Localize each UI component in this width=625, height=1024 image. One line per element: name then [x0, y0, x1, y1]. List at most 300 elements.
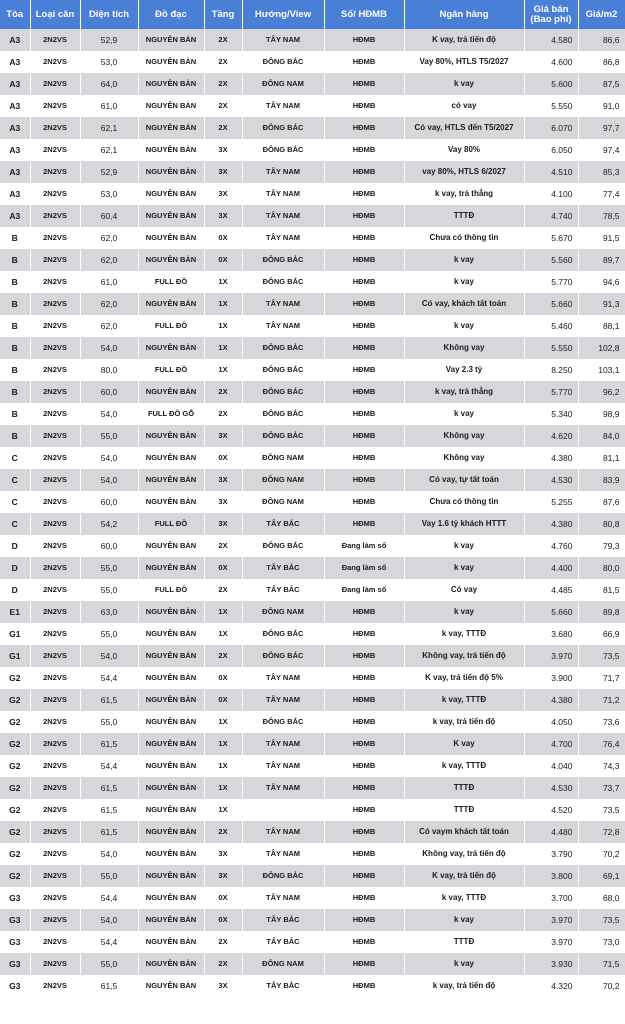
- cell-loai-can: 2N2VS: [30, 117, 80, 139]
- cell-gia-m2: 89,8: [578, 601, 625, 623]
- table-row: [0, 689, 625, 711]
- cell-so: HĐMB: [324, 711, 404, 733]
- cell-dien-tich: 60,0: [80, 491, 138, 513]
- cell-ngan-hang: TTTĐ: [404, 205, 524, 227]
- cell-gia-m2: 81,1: [578, 447, 625, 469]
- cell-toa: G2: [0, 711, 30, 733]
- cell-do-dac: NGUYÊN BẢN: [138, 557, 204, 579]
- cell-so: HĐMB: [324, 931, 404, 953]
- cell-gia-m2: 84,0: [578, 425, 625, 447]
- cell-so: HĐMB: [324, 95, 404, 117]
- cell-toa: A3: [0, 161, 30, 183]
- table-row: [0, 733, 625, 755]
- cell-ngan-hang: Có vaym khách tất toán: [404, 821, 524, 843]
- cell-gia-ban: 8.250: [524, 359, 578, 381]
- cell-toa: G2: [0, 689, 30, 711]
- cell-huong: ĐÔNG BẮC: [242, 535, 324, 557]
- cell-do-dac: NGUYÊN BẢN: [138, 843, 204, 865]
- table-row: [0, 205, 625, 227]
- cell-tang: 3X: [204, 975, 242, 997]
- cell-so: HĐMB: [324, 227, 404, 249]
- cell-do-dac: FULL ĐỒ: [138, 579, 204, 601]
- cell-gia-ban: 4.380: [524, 447, 578, 469]
- cell-do-dac: NGUYÊN BẢN: [138, 601, 204, 623]
- cell-dien-tich: 54,0: [80, 469, 138, 491]
- cell-so: HĐMB: [324, 381, 404, 403]
- table-row: [0, 843, 625, 865]
- cell-tang: 0X: [204, 909, 242, 931]
- cell-gia-ban: 5.560: [524, 249, 578, 271]
- cell-loai-can: 2N2VS: [30, 469, 80, 491]
- cell-gia-ban: 5.550: [524, 95, 578, 117]
- cell-dien-tich: 60,4: [80, 205, 138, 227]
- cell-do-dac: NGUYÊN BẢN: [138, 139, 204, 161]
- cell-gia-ban: 3.700: [524, 887, 578, 909]
- table-row: [0, 249, 625, 271]
- cell-gia-ban: 5.770: [524, 381, 578, 403]
- cell-loai-can: 2N2VS: [30, 931, 80, 953]
- cell-tang: 1X: [204, 337, 242, 359]
- cell-do-dac: NGUYÊN BẢN: [138, 865, 204, 887]
- cell-huong: ĐÔNG BẮC: [242, 645, 324, 667]
- cell-huong: ĐÔNG NAM: [242, 601, 324, 623]
- cell-dien-tich: 62,1: [80, 117, 138, 139]
- cell-gia-ban: 4.740: [524, 205, 578, 227]
- cell-huong: ĐÔNG BẮC: [242, 337, 324, 359]
- cell-gia-m2: 94,6: [578, 271, 625, 293]
- table-row: [0, 337, 625, 359]
- cell-huong: [242, 799, 324, 821]
- cell-so: HĐMB: [324, 249, 404, 271]
- cell-do-dac: NGUYÊN BẢN: [138, 799, 204, 821]
- cell-toa: B: [0, 381, 30, 403]
- cell-loai-can: 2N2VS: [30, 601, 80, 623]
- header-dien-tich: Diện tích: [80, 0, 138, 29]
- cell-huong: TÂY NAM: [242, 821, 324, 843]
- cell-dien-tich: 53,0: [80, 183, 138, 205]
- table-row: [0, 975, 625, 997]
- cell-gia-m2: 97,7: [578, 117, 625, 139]
- cell-loai-can: 2N2VS: [30, 359, 80, 381]
- cell-gia-ban: 5.255: [524, 491, 578, 513]
- cell-loai-can: 2N2VS: [30, 381, 80, 403]
- table-row: [0, 623, 625, 645]
- table-row: [0, 513, 625, 535]
- cell-do-dac: FULL ĐỒ: [138, 315, 204, 337]
- cell-do-dac: NGUYÊN BẢN: [138, 425, 204, 447]
- cell-do-dac: NGUYÊN BẢN: [138, 645, 204, 667]
- cell-toa: A3: [0, 205, 30, 227]
- cell-dien-tich: 80,0: [80, 359, 138, 381]
- cell-huong: ĐÔNG BẮC: [242, 51, 324, 73]
- cell-gia-ban: 4.530: [524, 777, 578, 799]
- table-row: [0, 491, 625, 513]
- cell-dien-tich: 60,0: [80, 381, 138, 403]
- cell-dien-tich: 61,5: [80, 821, 138, 843]
- cell-so: HĐMB: [324, 645, 404, 667]
- cell-gia-m2: 76,4: [578, 733, 625, 755]
- cell-toa: G2: [0, 733, 30, 755]
- cell-gia-m2: 71,2: [578, 689, 625, 711]
- cell-toa: G2: [0, 755, 30, 777]
- cell-dien-tich: 55,0: [80, 623, 138, 645]
- cell-toa: G3: [0, 931, 30, 953]
- cell-ngan-hang: k vay, trả tiến độ: [404, 975, 524, 997]
- cell-so: HĐMB: [324, 821, 404, 843]
- cell-gia-m2: 70,2: [578, 843, 625, 865]
- cell-toa: G1: [0, 645, 30, 667]
- cell-ngan-hang: K vay, trả tiến độ 5%: [404, 667, 524, 689]
- cell-ngan-hang: k vay, TTTĐ: [404, 887, 524, 909]
- cell-huong: TÂY NAM: [242, 755, 324, 777]
- cell-do-dac: NGUYÊN BẢN: [138, 161, 204, 183]
- cell-gia-ban: 5.770: [524, 271, 578, 293]
- table-row: [0, 755, 625, 777]
- cell-gia-ban: 5.460: [524, 315, 578, 337]
- cell-huong: TÂY NAM: [242, 887, 324, 909]
- cell-tang: 2X: [204, 953, 242, 975]
- cell-toa: B: [0, 337, 30, 359]
- cell-dien-tich: 53,0: [80, 51, 138, 73]
- cell-loai-can: 2N2VS: [30, 227, 80, 249]
- header-toa: Tòa: [0, 0, 30, 29]
- table-row: [0, 425, 625, 447]
- cell-huong: ĐÔNG BẮC: [242, 711, 324, 733]
- cell-do-dac: NGUYÊN BẢN: [138, 337, 204, 359]
- cell-so: HĐMB: [324, 865, 404, 887]
- cell-dien-tich: 62,0: [80, 249, 138, 271]
- cell-ngan-hang: k vay: [404, 249, 524, 271]
- cell-tang: 0X: [204, 227, 242, 249]
- cell-loai-can: 2N2VS: [30, 557, 80, 579]
- table-row: [0, 51, 625, 73]
- cell-do-dac: FULL ĐỒ: [138, 359, 204, 381]
- cell-loai-can: 2N2VS: [30, 799, 80, 821]
- cell-so: HĐMB: [324, 359, 404, 381]
- cell-toa: B: [0, 271, 30, 293]
- cell-toa: C: [0, 491, 30, 513]
- cell-toa: G2: [0, 799, 30, 821]
- cell-gia-m2: 98,9: [578, 403, 625, 425]
- cell-so: HĐMB: [324, 447, 404, 469]
- cell-do-dac: FULL ĐỒ GỖ: [138, 403, 204, 425]
- cell-ngan-hang: TTTĐ: [404, 931, 524, 953]
- cell-gia-m2: 80,0: [578, 557, 625, 579]
- cell-ngan-hang: Vay 2.3 tỷ: [404, 359, 524, 381]
- cell-do-dac: NGUYÊN BẢN: [138, 755, 204, 777]
- cell-so: HĐMB: [324, 623, 404, 645]
- cell-tang: 2X: [204, 645, 242, 667]
- cell-dien-tich: 61,0: [80, 271, 138, 293]
- cell-tang: 0X: [204, 689, 242, 711]
- cell-dien-tich: 52,9: [80, 29, 138, 51]
- cell-toa: G3: [0, 887, 30, 909]
- cell-gia-ban: 3.680: [524, 623, 578, 645]
- cell-gia-m2: 66,9: [578, 623, 625, 645]
- table-row: [0, 601, 625, 623]
- cell-dien-tich: 61,5: [80, 689, 138, 711]
- cell-do-dac: NGUYÊN BẢN: [138, 227, 204, 249]
- cell-dien-tich: 55,0: [80, 579, 138, 601]
- cell-toa: G2: [0, 777, 30, 799]
- cell-huong: TÂY NAM: [242, 227, 324, 249]
- cell-ngan-hang: có vay: [404, 95, 524, 117]
- table-row: [0, 469, 625, 491]
- cell-so: HĐMB: [324, 667, 404, 689]
- cell-do-dac: NGUYÊN BẢN: [138, 689, 204, 711]
- cell-loai-can: 2N2VS: [30, 73, 80, 95]
- cell-loai-can: 2N2VS: [30, 887, 80, 909]
- cell-ngan-hang: Có vay, khách tất toán: [404, 293, 524, 315]
- cell-so: HĐMB: [324, 73, 404, 95]
- table-row: [0, 403, 625, 425]
- cell-ngan-hang: K vay, trả tiến độ: [404, 865, 524, 887]
- cell-tang: 2X: [204, 931, 242, 953]
- cell-tang: 1X: [204, 359, 242, 381]
- cell-toa: D: [0, 557, 30, 579]
- cell-gia-m2: 102,8: [578, 337, 625, 359]
- cell-loai-can: 2N2VS: [30, 755, 80, 777]
- cell-dien-tich: 55,0: [80, 711, 138, 733]
- cell-huong: TÂY NAM: [242, 843, 324, 865]
- cell-tang: 1X: [204, 777, 242, 799]
- cell-tang: 3X: [204, 183, 242, 205]
- cell-huong: ĐÔNG BẮC: [242, 139, 324, 161]
- cell-huong: ĐÔNG BẮC: [242, 271, 324, 293]
- cell-dien-tich: 54,0: [80, 447, 138, 469]
- cell-toa: B: [0, 227, 30, 249]
- cell-toa: C: [0, 447, 30, 469]
- cell-ngan-hang: k vay: [404, 73, 524, 95]
- cell-tang: 3X: [204, 139, 242, 161]
- cell-gia-m2: 85,3: [578, 161, 625, 183]
- cell-gia-m2: 91,3: [578, 293, 625, 315]
- cell-loai-can: 2N2VS: [30, 975, 80, 997]
- cell-loai-can: 2N2VS: [30, 821, 80, 843]
- cell-huong: TÂY BẮC: [242, 513, 324, 535]
- cell-loai-can: 2N2VS: [30, 29, 80, 51]
- cell-tang: 1X: [204, 293, 242, 315]
- cell-tang: 2X: [204, 117, 242, 139]
- cell-gia-ban: 4.700: [524, 733, 578, 755]
- cell-loai-can: 2N2VS: [30, 535, 80, 557]
- cell-do-dac: NGUYÊN BẢN: [138, 51, 204, 73]
- cell-ngan-hang: k vay: [404, 953, 524, 975]
- table-row: [0, 227, 625, 249]
- cell-tang: 2X: [204, 95, 242, 117]
- cell-so: HĐMB: [324, 425, 404, 447]
- cell-loai-can: 2N2VS: [30, 51, 80, 73]
- cell-huong: TÂY BẮC: [242, 557, 324, 579]
- cell-so: HĐMB: [324, 601, 404, 623]
- cell-loai-can: 2N2VS: [30, 491, 80, 513]
- cell-gia-ban: 3.900: [524, 667, 578, 689]
- cell-loai-can: 2N2VS: [30, 337, 80, 359]
- cell-ngan-hang: Vay 80%: [404, 139, 524, 161]
- cell-dien-tich: 54,4: [80, 667, 138, 689]
- cell-dien-tich: 62,0: [80, 227, 138, 249]
- cell-ngan-hang: Có vay, HTLS đến T5/2027: [404, 117, 524, 139]
- cell-ngan-hang: k vay, trả tiến độ: [404, 711, 524, 733]
- cell-toa: G2: [0, 821, 30, 843]
- cell-gia-m2: 71,5: [578, 953, 625, 975]
- cell-so: HĐMB: [324, 799, 404, 821]
- cell-so: HĐMB: [324, 491, 404, 513]
- cell-loai-can: 2N2VS: [30, 205, 80, 227]
- cell-toa: A3: [0, 51, 30, 73]
- cell-ngan-hang: Không vay, trả tiến độ: [404, 843, 524, 865]
- cell-dien-tich: 54,0: [80, 909, 138, 931]
- cell-toa: G3: [0, 975, 30, 997]
- cell-huong: ĐÔNG NAM: [242, 469, 324, 491]
- table-row: [0, 447, 625, 469]
- cell-toa: A3: [0, 117, 30, 139]
- cell-huong: TÂY NAM: [242, 689, 324, 711]
- cell-so: HĐMB: [324, 909, 404, 931]
- cell-ngan-hang: Có vay, tự tất toán: [404, 469, 524, 491]
- cell-toa: A3: [0, 29, 30, 51]
- cell-so: HĐMB: [324, 689, 404, 711]
- cell-do-dac: NGUYÊN BẢN: [138, 95, 204, 117]
- cell-huong: TÂY NAM: [242, 667, 324, 689]
- table-row: [0, 953, 625, 975]
- table-row: [0, 711, 625, 733]
- cell-gia-m2: 73,5: [578, 909, 625, 931]
- table-row: [0, 909, 625, 931]
- cell-gia-m2: 74,3: [578, 755, 625, 777]
- cell-toa: C: [0, 513, 30, 535]
- cell-huong: TÂY NAM: [242, 315, 324, 337]
- cell-tang: 3X: [204, 491, 242, 513]
- cell-loai-can: 2N2VS: [30, 733, 80, 755]
- cell-huong: ĐÔNG BẮC: [242, 425, 324, 447]
- cell-toa: A3: [0, 139, 30, 161]
- cell-so: HĐMB: [324, 161, 404, 183]
- cell-so: HĐMB: [324, 469, 404, 491]
- cell-gia-m2: 77,4: [578, 183, 625, 205]
- cell-loai-can: 2N2VS: [30, 403, 80, 425]
- cell-gia-m2: 72,8: [578, 821, 625, 843]
- cell-huong: TÂY BẮC: [242, 909, 324, 931]
- cell-so: Đang làm sổ: [324, 557, 404, 579]
- cell-gia-m2: 86,6: [578, 29, 625, 51]
- cell-dien-tich: 62,0: [80, 293, 138, 315]
- cell-do-dac: NGUYÊN BẢN: [138, 733, 204, 755]
- table-row: [0, 821, 625, 843]
- cell-gia-m2: 78,5: [578, 205, 625, 227]
- cell-huong: TÂY NAM: [242, 161, 324, 183]
- cell-ngan-hang: k vay, trả thẳng: [404, 381, 524, 403]
- table-row: [0, 931, 625, 953]
- cell-do-dac: FULL ĐỒ: [138, 271, 204, 293]
- cell-dien-tich: 54,0: [80, 843, 138, 865]
- cell-gia-m2: 73,5: [578, 799, 625, 821]
- cell-dien-tich: 61,5: [80, 777, 138, 799]
- cell-toa: G2: [0, 865, 30, 887]
- cell-do-dac: NGUYÊN BẢN: [138, 909, 204, 931]
- cell-tang: 1X: [204, 315, 242, 337]
- cell-so: HĐMB: [324, 271, 404, 293]
- cell-dien-tich: 62,1: [80, 139, 138, 161]
- cell-do-dac: NGUYÊN BẢN: [138, 777, 204, 799]
- cell-do-dac: NGUYÊN BẢN: [138, 931, 204, 953]
- cell-gia-ban: 3.790: [524, 843, 578, 865]
- cell-do-dac: NGUYÊN BẢN: [138, 249, 204, 271]
- cell-do-dac: FULL ĐỒ: [138, 513, 204, 535]
- table-row: [0, 579, 625, 601]
- cell-loai-can: 2N2VS: [30, 249, 80, 271]
- cell-gia-ban: 4.600: [524, 51, 578, 73]
- table-row: [0, 117, 625, 139]
- cell-so: HĐMB: [324, 337, 404, 359]
- cell-tang: 2X: [204, 73, 242, 95]
- cell-loai-can: 2N2VS: [30, 865, 80, 887]
- cell-huong: TÂY NAM: [242, 205, 324, 227]
- cell-tang: 3X: [204, 469, 242, 491]
- cell-loai-can: 2N2VS: [30, 777, 80, 799]
- cell-do-dac: NGUYÊN BẢN: [138, 953, 204, 975]
- cell-gia-m2: 71,7: [578, 667, 625, 689]
- cell-loai-can: 2N2VS: [30, 711, 80, 733]
- cell-gia-ban: 4.380: [524, 513, 578, 535]
- table-row: [0, 183, 625, 205]
- cell-huong: TÂY BẮC: [242, 579, 324, 601]
- table-body: [0, 29, 625, 997]
- cell-ngan-hang: k vay: [404, 271, 524, 293]
- cell-ngan-hang: k vay, TTTĐ: [404, 623, 524, 645]
- cell-toa: B: [0, 403, 30, 425]
- cell-loai-can: 2N2VS: [30, 953, 80, 975]
- cell-huong: ĐÔNG BẮC: [242, 117, 324, 139]
- cell-loai-can: 2N2VS: [30, 271, 80, 293]
- cell-ngan-hang: k vay: [404, 557, 524, 579]
- cell-tang: 1X: [204, 733, 242, 755]
- cell-so: HĐMB: [324, 29, 404, 51]
- table-row: [0, 887, 625, 909]
- table-row: [0, 777, 625, 799]
- cell-ngan-hang: TTTĐ: [404, 777, 524, 799]
- cell-huong: ĐÔNG BẮC: [242, 359, 324, 381]
- cell-so: HĐMB: [324, 777, 404, 799]
- cell-gia-m2: 87,6: [578, 491, 625, 513]
- cell-so: HĐMB: [324, 139, 404, 161]
- table-row: [0, 557, 625, 579]
- header-do-dac: Đồ đạc: [138, 0, 204, 29]
- cell-huong: ĐÔNG BẮC: [242, 249, 324, 271]
- cell-gia-m2: 68,0: [578, 887, 625, 909]
- cell-dien-tich: 55,0: [80, 953, 138, 975]
- cell-dien-tich: 54,4: [80, 887, 138, 909]
- cell-gia-ban: 4.320: [524, 975, 578, 997]
- cell-dien-tich: 62,0: [80, 315, 138, 337]
- cell-loai-can: 2N2VS: [30, 667, 80, 689]
- cell-dien-tich: 54,4: [80, 931, 138, 953]
- cell-do-dac: NGUYÊN BẢN: [138, 469, 204, 491]
- cell-dien-tich: 55,0: [80, 425, 138, 447]
- cell-tang: 2X: [204, 403, 242, 425]
- cell-so: HĐMB: [324, 293, 404, 315]
- cell-gia-ban: 4.760: [524, 535, 578, 557]
- cell-do-dac: NGUYÊN BẢN: [138, 205, 204, 227]
- cell-dien-tich: 55,0: [80, 557, 138, 579]
- cell-tang: 2X: [204, 51, 242, 73]
- cell-so: Đang làm sổ: [324, 579, 404, 601]
- cell-so: HĐMB: [324, 975, 404, 997]
- cell-ngan-hang: Không vay, trả tiến độ: [404, 645, 524, 667]
- cell-tang: 3X: [204, 425, 242, 447]
- cell-tang: 3X: [204, 161, 242, 183]
- cell-gia-ban: 3.970: [524, 909, 578, 931]
